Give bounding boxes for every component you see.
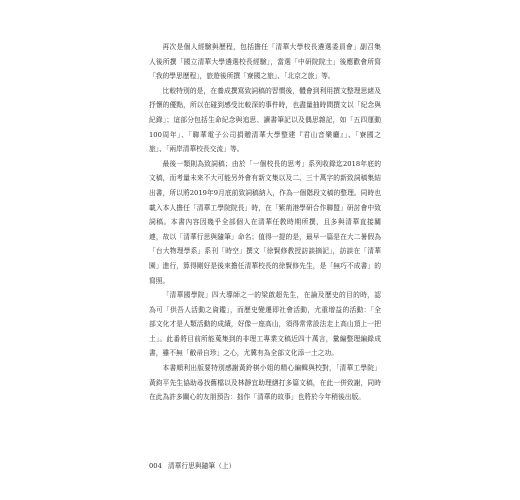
text-line: 部文化才是人類活動的成績，好像一座高山，須得常常設法走上高山頂上一把	[149, 320, 381, 329]
text-line: 再次是個人經驗與歷程，包括擔任「清華大學校長遴選委員會」副召集	[162, 43, 381, 51]
text-line: 載入本人擔任「清華工學院院長」時，在「紫荊港學研合作聯盟」研討會中致	[149, 203, 381, 212]
text-line: 「我的學思歷程」，旅遊後所撰「寮國之旅」、「北京之旅」等。	[149, 72, 335, 81]
text-line: 在此為許多關心的友朋預告：拙作「清華的故事」也將於今年稍後出版。	[149, 393, 366, 402]
text-line: 文稿，而考量未來不大可能另外會有新文集以及二、三十萬字的新致詞稿集結	[149, 174, 381, 183]
running-title: 清華行思與隨筆（上）	[167, 462, 236, 470]
text-line: 連，故以「清華行思與隨筆」命名；值得一提的是，最早一篇是在大二暑假為	[149, 232, 381, 241]
paragraph	[149, 361, 381, 405]
text-line: 本書順利出版要特別感謝黃鈴棋小姐的精心編輯與校對，「清華工學院」	[162, 364, 381, 373]
text-line: 100周年」、「聯華電子公司捐贈清華大學整建『君山音樂廳』」、「寮國之	[149, 130, 381, 139]
text-line: 人後所撰「國立清華大學遴選校長經驗」，當選「中研院院士」後應歡會所寫	[149, 57, 381, 66]
paragraph	[149, 157, 381, 288]
text-line: 園」進行，算得剛好是後來擔任清華校長的徐賢修先生，是「無巧不成書」的	[149, 261, 381, 270]
text-line: 紀錄」；這部分包括生命紀念與追思、讀書筆記以及偶思雜記，如「五四運動	[149, 115, 381, 124]
text-line: 出書，所以將2019年9月底前致詞稿納入，作為一個階段文稿的整理。同時也	[149, 188, 381, 197]
text-line: 詞稿。本書內容因幾乎全部個人在清華任教時期所撰，且多與清華直接關	[149, 218, 381, 227]
text-line: 黃鈞平先生協助尋找舊檔以及林靜宜助理繕打多篇文稿，在此一併致謝，同時	[149, 378, 381, 387]
text-line: 為可「供吾人活動之資鑑」，而歷史變遷即社會活動，尤重增益的活動：「全	[149, 305, 381, 314]
text-line: 旅」、「兩岸清華校長交流」等。	[149, 145, 244, 154]
text-line: 抒懷的優點，所以在碰到感受比較深的事件時，也盡量抽時間撰文以「紀念與	[149, 101, 381, 110]
text-line: 比較特別的是，在養成撰寫致詞稿的習慣後，體會到利用撰文整理思緒及	[162, 86, 381, 95]
text-line: 土」。此番將目前所能蒐集到的非理工專業文稿近四十萬言，彙編整理編錄成	[149, 334, 381, 343]
page-number: 004	[149, 462, 162, 470]
text-line: 最後一類則為致詞稿；由於「一個校長的思考」系列收錄迄2018年底的	[162, 159, 381, 168]
text-line: 「台大物理學系」系刊「時空」撰文「徐賢修教授訪談摘記」，訪談在「清華	[149, 247, 381, 256]
paragraph	[149, 40, 381, 84]
text-line: 書，雖不無「敝帚自珍」之心，尤冀有為全部文化添一土之功。	[149, 349, 339, 358]
body-text	[149, 40, 381, 405]
text-line: 「清華國學院」四大導師之一的梁啟超先生，在論及歷史的目的時，認	[162, 291, 381, 300]
paragraph	[149, 288, 381, 361]
paragraph	[149, 84, 381, 157]
page-footer	[149, 460, 381, 472]
text-line: 寫照。	[149, 276, 170, 285]
